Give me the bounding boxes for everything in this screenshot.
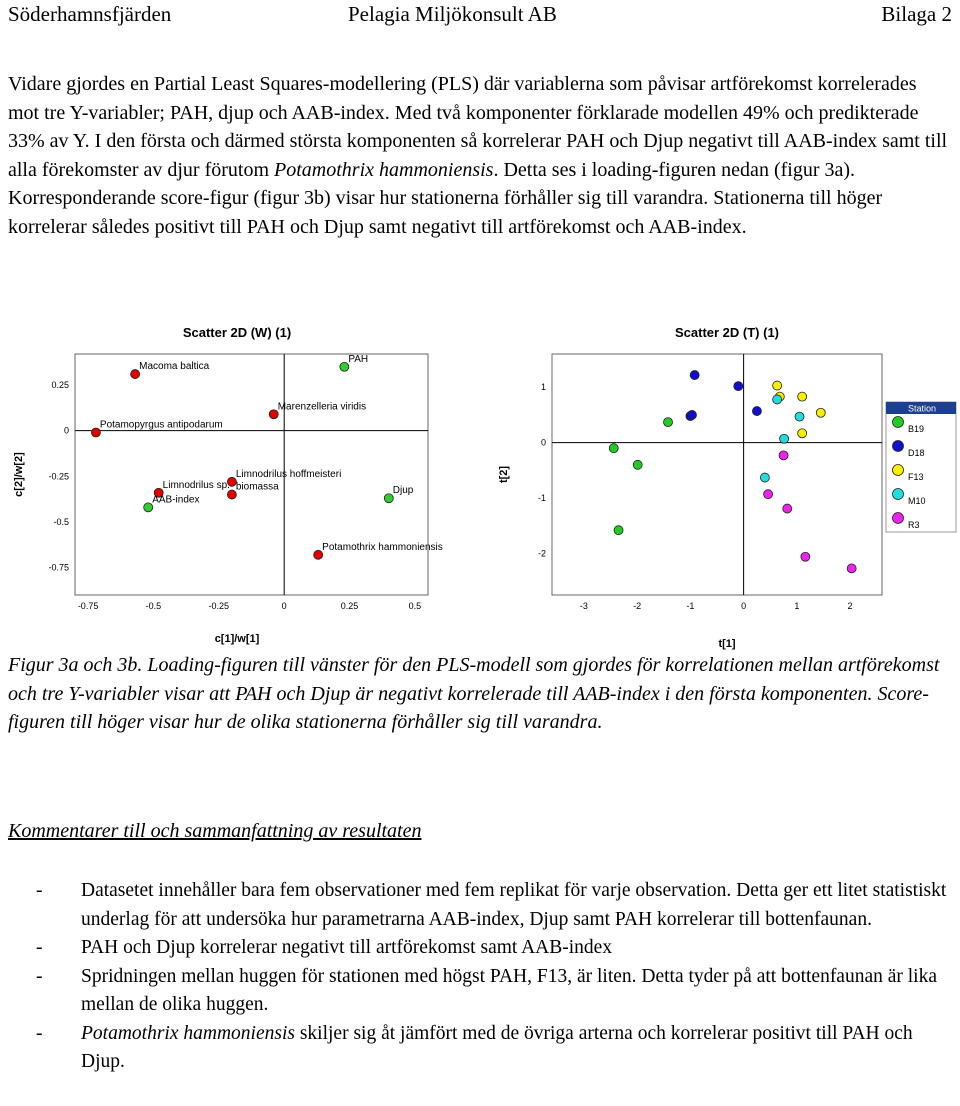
point-label: Marenzelleria viridis: [277, 401, 367, 413]
legend-swatch: [893, 513, 904, 524]
section-title: Kommentarer till och sammanfattning av resultaten: [8, 820, 422, 842]
intro-text-2: . Detta ses i loading-figuren nedan (figur 3a). Korresponderande score-figur (figur 3b) visar hur stationerna förhåller sig till varandra. Stationerna till höger korrelerar således positivt till PAH och Djup samt negativt till artförekomst och AAB-index.: [8, 158, 883, 238]
data-point: [847, 564, 856, 573]
point-label: biomassa: [235, 481, 279, 493]
y-tick-label: -0.5: [53, 516, 69, 527]
intro-italic-species: Potamothrix hammoniensis: [274, 158, 494, 181]
data-point: [687, 410, 696, 419]
y-axis-label: c[2]/w[2]: [13, 452, 25, 497]
data-point: [801, 552, 810, 561]
bullet-text: skiljer sig åt jämfört med de övriga arterna och korrelerar positivt till PAH och Djup.: [81, 1022, 913, 1072]
data-point: [783, 504, 792, 513]
point-label: PAH: [348, 353, 369, 365]
legend-label: R3: [908, 520, 920, 530]
x-tick-label: 0.25: [340, 601, 359, 611]
plot-area: [552, 354, 882, 595]
bullet-dash: -: [36, 880, 43, 901]
y-tick-label: 0.25: [51, 380, 69, 391]
x-tick-label: 0.5: [408, 601, 422, 611]
list-item: [0, 1020, 952, 1077]
point-label: Potamothrix hammoniensis: [322, 541, 443, 553]
figure-caption: Figur 3a och 3b. Loading-figuren till vänster för den PLS-modell som gjordes för korrelationen mellan artförekomst och tre Y-variabler visar att PAH och Djup är negativt korrelerade till AAB-index i den första komponenten. Score-figuren till höger visar hur de olika stationerna förhåller sig till varandra.: [8, 654, 940, 733]
data-point: [798, 392, 807, 401]
list-item: [0, 877, 952, 934]
bullet-dash: -: [36, 1022, 43, 1044]
point-label: AAB-index: [152, 494, 200, 506]
y-tick-label: 1: [540, 382, 546, 393]
point-label: Djup: [392, 485, 414, 497]
y-tick-label: 0: [63, 425, 69, 436]
data-point: [760, 473, 769, 482]
data-point: [752, 407, 761, 416]
point-label: Limnodrilus sp.: [162, 479, 230, 491]
header-center: Pelagia Miljökonsult AB: [348, 2, 557, 26]
x-tick-label: 2: [847, 601, 853, 611]
legend-label: M10: [908, 496, 926, 506]
figure-3: [0, 320, 960, 650]
data-point: [664, 418, 673, 427]
legend-title: Station: [908, 403, 937, 414]
data-point: [690, 371, 699, 380]
y-tick-label: -0.75: [48, 562, 69, 573]
x-tick-label: -0.5: [145, 601, 162, 611]
legend-swatch: [893, 465, 904, 476]
data-point: [816, 408, 825, 417]
chart-title: Scatter 2D (T) (1): [674, 325, 780, 340]
x-tick-label: 0: [741, 601, 747, 611]
page-header: [8, 2, 952, 28]
data-point: [609, 444, 618, 453]
y-tick-label: -1: [537, 493, 546, 504]
summary-list: [0, 877, 952, 1077]
data-point: [795, 412, 804, 421]
data-point: [773, 395, 782, 404]
bullet-dash: -: [36, 937, 43, 958]
data-point: [798, 429, 807, 438]
y-tick-label: -0.25: [48, 471, 69, 482]
x-tick-label: -0.75: [77, 601, 99, 611]
legend-swatch: [893, 417, 904, 428]
legend-label: F13: [908, 472, 924, 482]
x-axis-label: c[1]/w[1]: [214, 633, 260, 645]
x-tick-label: -2: [633, 601, 642, 611]
legend-swatch: [893, 441, 904, 452]
x-tick-label: -0.25: [208, 601, 230, 611]
chart-title: Scatter 2D (W) (1): [182, 325, 292, 340]
header-left: Söderhamnsfjärden: [8, 2, 172, 26]
x-axis-label: t[1]: [718, 638, 736, 650]
data-point: [734, 382, 743, 391]
bullet-text: Spridningen mellan huggen för stationen med högst PAH, F13, är liten. Detta tyder på att bottenfaunan är lika mellan de olika huggen.: [81, 965, 938, 1015]
point-label: Limnodrilus hoffmeisteri: [235, 468, 342, 480]
y-tick-label: 0: [540, 437, 546, 448]
y-axis-label: t[2]: [498, 465, 510, 484]
point-label: Macoma baltica: [139, 361, 210, 373]
data-point: [633, 460, 642, 469]
data-point: [764, 490, 773, 499]
bullet-text: Datasetet innehåller bara fem observationer med fem replikat för varje observation. Detta ger ett litet statistiskt underlag för att undersöka hur parametrarna AAB-index, Djup samt PAH korrelerar till bottenfaunan.: [81, 880, 947, 930]
x-tick-label: -1: [686, 601, 695, 611]
list-item: [0, 934, 952, 963]
scatter-charts: [0, 320, 960, 650]
header-right: Bilaga 2: [881, 2, 952, 26]
data-point: [614, 526, 623, 535]
legend-swatch: [893, 489, 904, 500]
bullet-italic-species: Potamothrix hammoniensis: [81, 1022, 295, 1044]
legend-label: B19: [908, 424, 925, 434]
intro-text-1: Vidare gjordes en Partial Least Squares-modellering (PLS) där variablerna som påvisar artförekomst korrelerades mot tre Y-variabler; PAH, djup och AAB-index. Med två komponenter förklarade modellen 49% och predikterade 33% av Y. I den första och därmed största komponenten så korrelerar PAH och Djup negativt till AAB-index samt till alla förekomster av djur förutom: [8, 73, 948, 181]
data-point: [780, 434, 789, 443]
x-tick-label: 0: [281, 601, 287, 611]
data-point: [773, 381, 782, 390]
x-tick-label: -3: [579, 601, 588, 611]
intro-paragraph: [8, 70, 952, 241]
y-tick-label: -2: [537, 548, 546, 559]
point-label: Potamopyrgus antipodarum: [99, 419, 223, 431]
bullet-dash: -: [36, 965, 43, 987]
bullet-text: PAH och Djup korrelerar negativt till artförekomst samt AAB-index: [81, 937, 613, 958]
legend-label: D18: [908, 448, 925, 458]
list-item: [0, 963, 952, 1020]
x-tick-label: 1: [794, 601, 800, 611]
data-point: [779, 451, 788, 460]
